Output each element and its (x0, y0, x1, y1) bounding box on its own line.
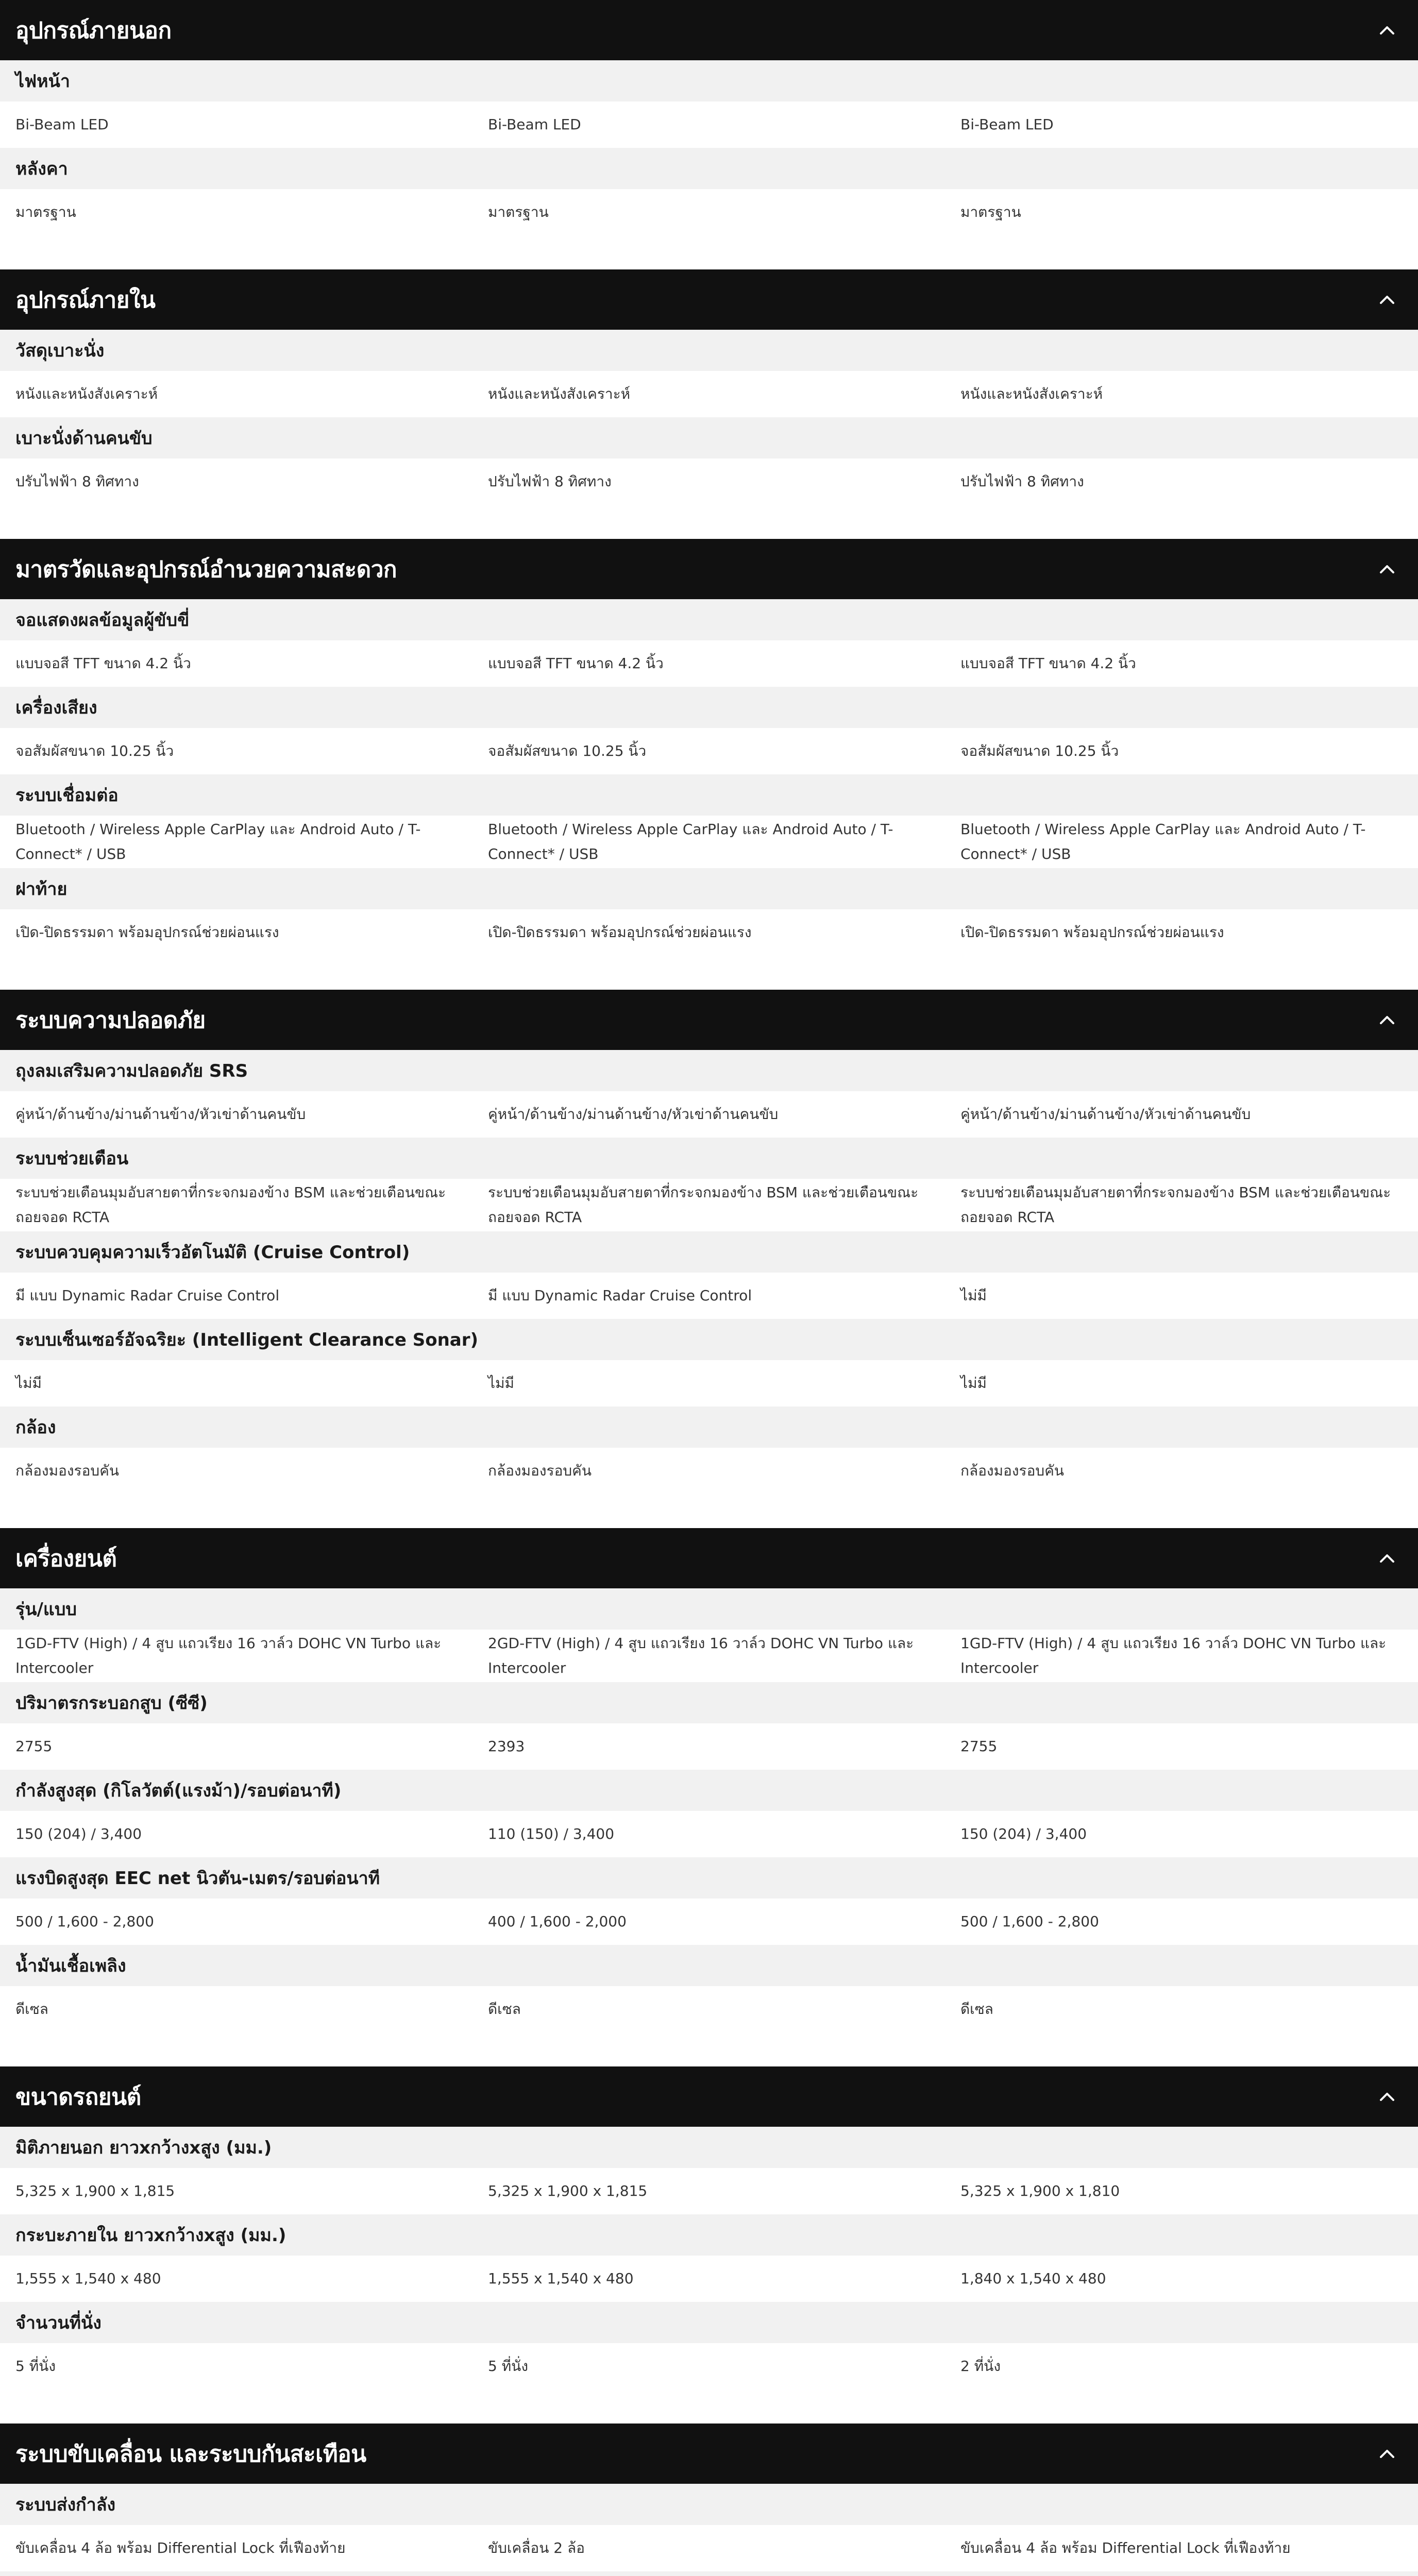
spec-value-col-3: จอสัมผัสขนาด 10.25 นิ้ว (960, 742, 1119, 759)
spec-value-col-1: แบบจอสี TFT ขนาด 4.2 นิ้ว (15, 655, 191, 672)
spec-value-col-2: เปิด-ปิดธรรมดา พร้อมอุปกรณ์ช่วยผ่อนแรง (488, 924, 752, 941)
spec-label: ระบบเชื่อมต่อ (0, 774, 1418, 816)
spec-value-col-2: 2GD-FTV (High) / 4 สูบ แถวเรียง 16 วาล์ว DOHC VN Turbo และ Intercooler (488, 1635, 914, 1676)
section-header[interactable] (0, 0, 1418, 60)
spec-values (0, 1179, 1418, 1231)
spec-label (0, 2571, 1418, 2576)
spec-value-col-1: Bi-Beam LED (15, 116, 109, 133)
spec-value-col-3: ระบบช่วยเตือนมุมอับสายตาที่กระจกมองข้าง BSM และช่วยเตือนขณะถอยจอด RCTA (960, 1184, 1391, 1226)
spec-row (0, 1857, 1418, 1945)
section-spacer (0, 505, 1418, 539)
spec-label: กล้อง (0, 1406, 1418, 1448)
spec-label: กำลังสูงสุด (กิโลวัตต์(แรงม้า)/รอบต่อนาที) (0, 1770, 1418, 1811)
spec-value-col-1: มี แบบ Dynamic Radar Cruise Control (15, 1287, 280, 1304)
spec-value-col-3: หนังและหนังสังเคราะห์ (960, 385, 1103, 402)
spec-row (0, 1682, 1418, 1770)
section-rows (0, 2127, 1418, 2389)
section-spacer (0, 1494, 1418, 1528)
section-rows (0, 599, 1418, 956)
spec-value-col-3: มาตรฐาน (960, 204, 1021, 221)
spec-value-col-1: กล้องมองรอบคัน (15, 1462, 120, 1479)
spec-row (0, 1319, 1418, 1406)
spec-row (0, 1588, 1418, 1682)
chevron-up-icon[interactable] (1376, 1009, 1398, 1031)
spec-label: วัสดุเบาะนั่ง (0, 330, 1418, 371)
section-title: อุปกรณ์ภายใน (15, 286, 156, 313)
section-header[interactable] (0, 269, 1418, 330)
spec-value-col-3: แบบจอสี TFT ขนาด 4.2 นิ้ว (960, 655, 1136, 672)
chevron-up-icon[interactable] (1376, 2086, 1398, 2108)
spec-value-col-3: ดีเซล (960, 2001, 993, 2018)
spec-values (0, 1811, 1418, 1857)
spec-value-col-1: 2755 (15, 1738, 53, 1755)
spec-values (0, 1899, 1418, 1945)
section-header[interactable] (0, 1528, 1418, 1588)
spec-row (0, 2571, 1418, 2576)
spec-row (0, 148, 1418, 235)
spec-value-col-2: จอสัมผัสขนาด 10.25 นิ้ว (488, 742, 647, 759)
spec-section (0, 539, 1418, 990)
spec-value-col-2: มี แบบ Dynamic Radar Cruise Control (488, 1287, 752, 1304)
spec-row (0, 1138, 1418, 1231)
spec-value-col-2: Bluetooth / Wireless Apple CarPlay และ Android Auto / T-Connect* / USB (488, 821, 893, 862)
spec-value-col-2: 400 / 1,600 - 2,000 (488, 1913, 627, 1930)
spec-label: ถุงลมเสริมความปลอดภัย SRS (0, 1050, 1418, 1091)
spec-section (0, 990, 1418, 1528)
spec-value-col-3: 2 ที่นั่ง (960, 2358, 1001, 2375)
section-title: ขนาดรถยนต์ (15, 2083, 141, 2110)
section-rows (0, 60, 1418, 235)
spec-value-col-1: เปิด-ปิดธรรมดา พร้อมอุปกรณ์ช่วยผ่อนแรง (15, 924, 279, 941)
spec-value-col-3: ปรับไฟฟ้า 8 ทิศทาง (960, 473, 1084, 490)
spec-value-col-3: คู่หน้า/ด้านข้าง/ม่านด้านข้าง/หัวเข่าด้านคนขับ (960, 1106, 1251, 1123)
spec-value-col-1: 5 ที่นั่ง (15, 2358, 56, 2375)
spec-value-col-3: 5,325 x 1,900 x 1,810 (960, 2182, 1120, 2199)
spec-row (0, 774, 1418, 868)
spec-values (0, 1091, 1418, 1138)
spec-value-col-2: คู่หน้า/ด้านข้าง/ม่านด้านข้าง/หัวเข่าด้านคนขับ (488, 1106, 779, 1123)
spec-value-col-2: Bi-Beam LED (488, 116, 581, 133)
spec-row (0, 1770, 1418, 1857)
spec-row (0, 417, 1418, 505)
section-header[interactable] (0, 990, 1418, 1050)
spec-value-col-2: ดีเซล (488, 2001, 521, 2018)
spec-value-col-1: Bluetooth / Wireless Apple CarPlay และ Android Auto / T-Connect* / USB (15, 821, 421, 862)
section-header[interactable] (0, 2066, 1418, 2127)
spec-values (0, 1360, 1418, 1406)
spec-row (0, 868, 1418, 956)
spec-row (0, 1231, 1418, 1319)
section-spacer (0, 235, 1418, 269)
spec-value-col-1: จอสัมผัสขนาด 10.25 นิ้ว (15, 742, 174, 759)
spec-value-col-2: ระบบช่วยเตือนมุมอับสายตาที่กระจกมองข้าง BSM และช่วยเตือนขณะถอยจอด RCTA (488, 1184, 919, 1226)
section-header[interactable] (0, 539, 1418, 599)
spec-value-col-3: 2755 (960, 1738, 998, 1755)
spec-value-col-1: ปรับไฟฟ้า 8 ทิศทาง (15, 473, 139, 490)
spec-values (0, 640, 1418, 687)
spec-label: กระบะภายใน ยาวxกว้างxสูง (มม.) (0, 2214, 1418, 2256)
chevron-up-icon[interactable] (1376, 1547, 1398, 1570)
section-spacer (0, 956, 1418, 990)
spec-values (0, 189, 1418, 235)
spec-row (0, 2127, 1418, 2214)
spec-value-col-1: 500 / 1,600 - 2,800 (15, 1913, 154, 1930)
spec-value-col-1: ขับเคลื่อน 4 ล้อ พร้อม Differential Lock ที่เฟืองท้าย (15, 2539, 346, 2556)
spec-values (0, 816, 1418, 868)
section-title: ระบบขับเคลื่อน และระบบกันสะเทือน (15, 2441, 366, 2467)
spec-row (0, 1406, 1418, 1494)
spec-values (0, 1273, 1418, 1319)
spec-label: ไฟหน้า (0, 60, 1418, 101)
spec-row (0, 687, 1418, 774)
spec-value-col-3: Bluetooth / Wireless Apple CarPlay และ Android Auto / T-Connect* / USB (960, 821, 1366, 862)
spec-section (0, 1528, 1418, 2066)
spec-value-col-2: 5,325 x 1,900 x 1,815 (488, 2182, 648, 2199)
spec-value-col-3: ไม่มี (960, 1375, 987, 1392)
spec-values (0, 728, 1418, 774)
spec-values (0, 1448, 1418, 1494)
spec-value-col-3: กล้องมองรอบคัน (960, 1462, 1065, 1479)
spec-label: รุ่น/แบบ (0, 1588, 1418, 1630)
spec-row (0, 2302, 1418, 2389)
chevron-up-icon[interactable] (1376, 2443, 1398, 2465)
section-spacer (0, 2032, 1418, 2066)
spec-value-col-3: 500 / 1,600 - 2,800 (960, 1913, 1099, 1930)
spec-section (0, 269, 1418, 539)
section-title: อุปกรณ์ภายนอก (15, 17, 172, 44)
spec-value-col-2: 5 ที่นั่ง (488, 2358, 528, 2375)
spec-value-col-1: คู่หน้า/ด้านข้าง/ม่านด้านข้าง/หัวเข่าด้านคนขับ (15, 1106, 306, 1123)
spec-values (0, 2525, 1418, 2571)
spec-value-col-3: 1GD-FTV (High) / 4 สูบ แถวเรียง 16 วาล์ว DOHC VN Turbo และ Intercooler (960, 1635, 1387, 1676)
spec-label: ระบบเซ็นเซอร์อัจฉริยะ (Intelligent Clearance Sonar) (0, 1319, 1418, 1360)
spec-label: น้ำมันเชื้อเพลิง (0, 1945, 1418, 1986)
section-header[interactable] (0, 2424, 1418, 2484)
spec-value-col-1: 150 (204) / 3,400 (15, 1825, 142, 1842)
spec-value-col-3: ขับเคลื่อน 4 ล้อ พร้อม Differential Lock ที่เฟืองท้าย (960, 2539, 1291, 2556)
spec-row (0, 1945, 1418, 2032)
spec-value-col-3: 150 (204) / 3,400 (960, 1825, 1087, 1842)
spec-values (0, 101, 1418, 148)
spec-value-col-2: ขับเคลื่อน 2 ล้อ (488, 2539, 585, 2556)
section-rows (0, 1588, 1418, 2032)
spec-label: ปริมาตรกระบอกสูบ (ซีซี) (0, 1682, 1418, 1723)
spec-row (0, 2214, 1418, 2302)
spec-label: หลังคา (0, 148, 1418, 189)
spec-values (0, 459, 1418, 505)
spec-values (0, 1986, 1418, 2032)
spec-label: ฝาท้าย (0, 868, 1418, 909)
section-title: เครื่องยนต์ (15, 1545, 117, 1572)
spec-value-col-1: ไม่มี (15, 1375, 42, 1392)
spec-value-col-2: ปรับไฟฟ้า 8 ทิศทาง (488, 473, 612, 490)
spec-value-col-1: ระบบช่วยเตือนมุมอับสายตาที่กระจกมองข้าง BSM และช่วยเตือนขณะถอยจอด RCTA (15, 1184, 446, 1226)
spec-value-col-1: ดีเซล (15, 2001, 48, 2018)
spec-label: แรงบิดสูงสุด EEC net นิวตัน-เมตร/รอบต่อนาที (0, 1857, 1418, 1899)
spec-value-col-2: มาตรฐาน (488, 204, 549, 221)
section-title: มาตรวัดและอุปกรณ์อำนวยความสะดวก (15, 556, 397, 583)
spec-row (0, 60, 1418, 148)
spec-values (0, 2168, 1418, 2214)
spec-row (0, 330, 1418, 417)
spec-value-col-1: หนังและหนังสังเคราะห์ (15, 385, 158, 402)
spec-label: จำนวนที่นั่ง (0, 2302, 1418, 2343)
spec-section (0, 2424, 1418, 2576)
spec-label: มิติภายนอก ยาวxกว้างxสูง (มม.) (0, 2127, 1418, 2168)
spec-section (0, 0, 1418, 269)
spec-row (0, 1050, 1418, 1138)
spec-value-col-3: ไม่มี (960, 1287, 987, 1304)
spec-value-col-2: 110 (150) / 3,400 (488, 1825, 615, 1842)
spec-value-col-1: มาตรฐาน (15, 204, 76, 221)
spec-values (0, 909, 1418, 956)
spec-value-col-2: ไม่มี (488, 1375, 514, 1392)
section-rows (0, 330, 1418, 505)
spec-value-col-2: แบบจอสี TFT ขนาด 4.2 นิ้ว (488, 655, 664, 672)
spec-value-col-2: 2393 (488, 1738, 525, 1755)
spec-value-col-2: หนังและหนังสังเคราะห์ (488, 385, 631, 402)
section-spacer (0, 2389, 1418, 2424)
spec-values (0, 2256, 1418, 2302)
spec-value-col-3: 1,840 x 1,540 x 480 (960, 2270, 1106, 2287)
spec-values (0, 2343, 1418, 2389)
chevron-up-icon[interactable] (1376, 289, 1398, 311)
spec-row (0, 2484, 1418, 2571)
spec-section (0, 2066, 1418, 2424)
chevron-up-icon[interactable] (1376, 558, 1398, 581)
spec-value-col-2: 1,555 x 1,540 x 480 (488, 2270, 634, 2287)
spec-label: ระบบควบคุมความเร็วอัตโนมัติ (Cruise Control) (0, 1231, 1418, 1273)
chevron-up-icon[interactable] (1376, 19, 1398, 42)
spec-values (0, 1723, 1418, 1770)
spec-label: ระบบช่วยเตือน (0, 1138, 1418, 1179)
spec-row (0, 599, 1418, 687)
spec-value-col-3: Bi-Beam LED (960, 116, 1054, 133)
section-title: ระบบความปลอดภัย (15, 1007, 206, 1033)
section-rows (0, 2484, 1418, 2576)
spec-values (0, 1630, 1418, 1682)
spec-label: ระบบส่งกำลัง (0, 2484, 1418, 2525)
section-rows (0, 1050, 1418, 1494)
spec-value-col-1: 1,555 x 1,540 x 480 (15, 2270, 161, 2287)
spec-label: เบาะนั่งด้านคนขับ (0, 417, 1418, 459)
spec-label: จอแสดงผลข้อมูลผู้ขับขี่ (0, 599, 1418, 640)
spec-value-col-2: กล้องมองรอบคัน (488, 1462, 592, 1479)
spec-values (0, 371, 1418, 417)
spec-value-col-3: เปิด-ปิดธรรมดา พร้อมอุปกรณ์ช่วยผ่อนแรง (960, 924, 1224, 941)
spec-label: เครื่องเสียง (0, 687, 1418, 728)
spec-value-col-1: 1GD-FTV (High) / 4 สูบ แถวเรียง 16 วาล์ว DOHC VN Turbo และ Intercooler (15, 1635, 442, 1676)
spec-value-col-1: 5,325 x 1,900 x 1,815 (15, 2182, 175, 2199)
